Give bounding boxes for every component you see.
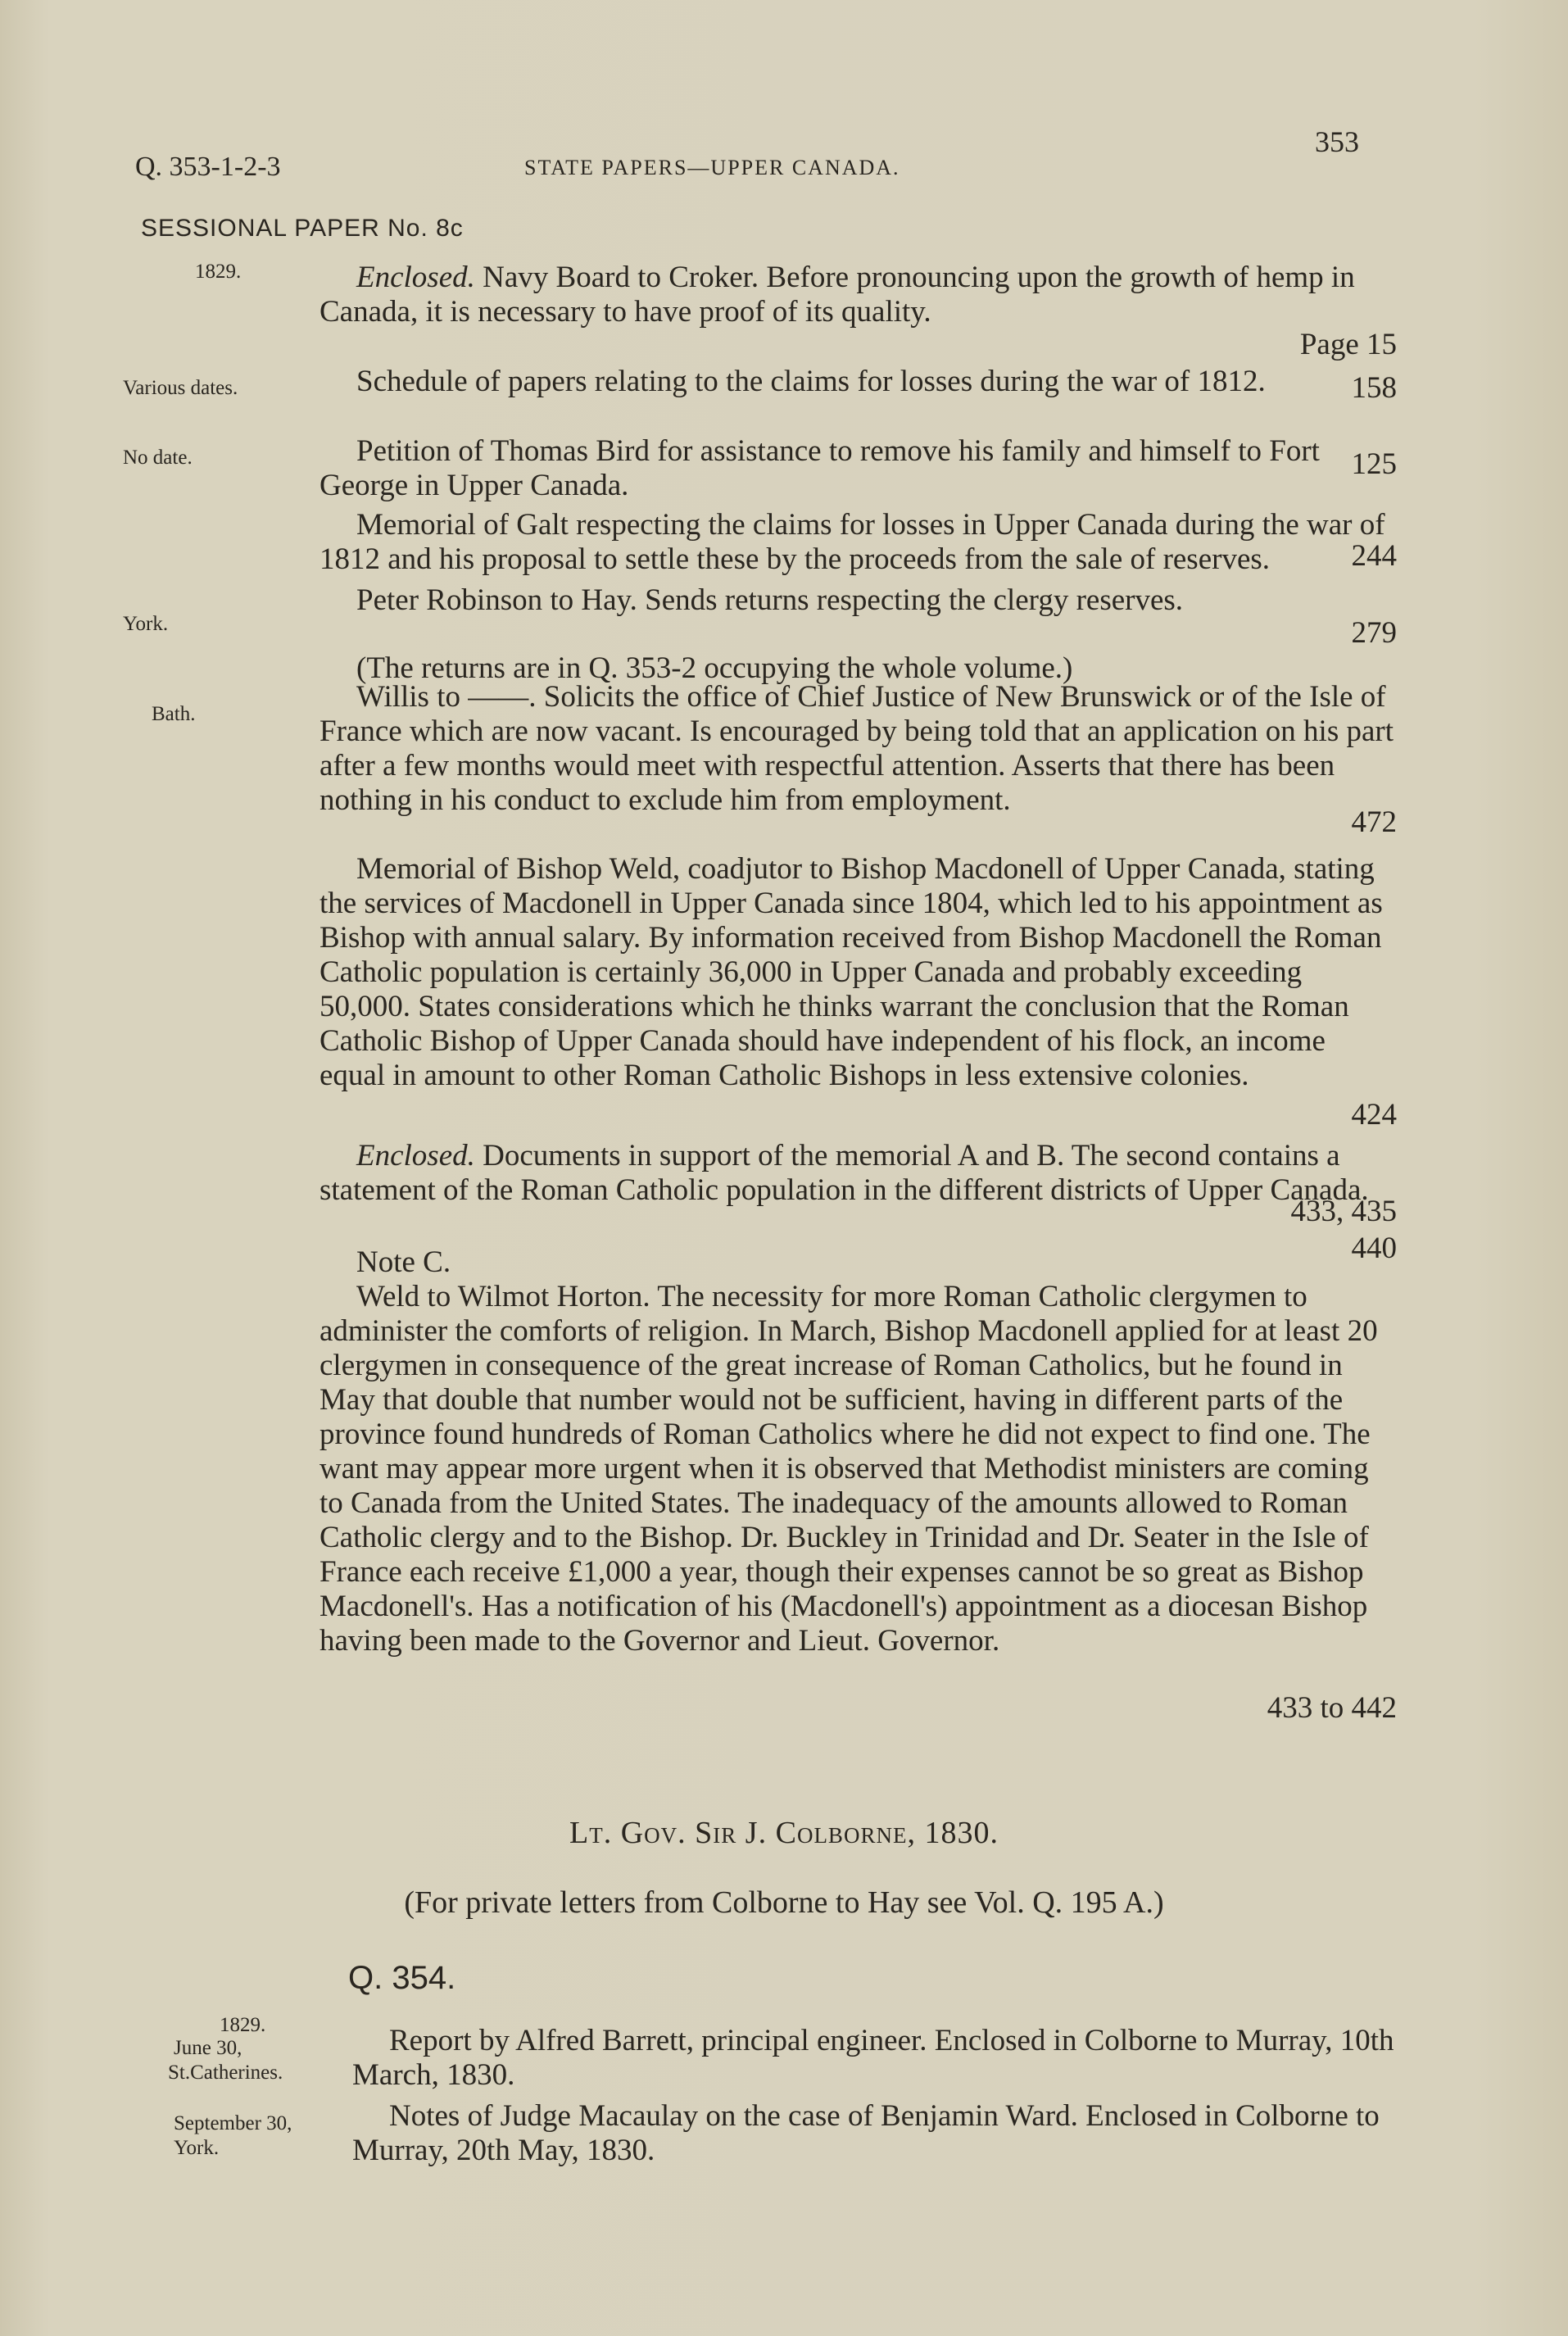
calendar-entry (319, 1280, 1397, 1658)
calendar-entry-page (319, 373, 1397, 404)
entry-text: Documents in support of the memorial A and B. The second contains a statement of the Roman Catholic population in the different districts of Upper Canada. (319, 1139, 1369, 1207)
entry-text: Willis to ——. Solicits the office of Chief Justice of New Brunswick or of the Isle of France which are now vacant. Is encouraged by being told that an application on his part after a few months would meet with respectful attention. Asserts that there has been nothing in his conduct to exclude him from employment. (319, 680, 1394, 817)
section-title (0, 1815, 1568, 1851)
margin-date: No date. (123, 447, 193, 469)
page-reference: 433 to 442 (1267, 1691, 1397, 1725)
page-reference: 244 (1351, 539, 1397, 573)
entry-text: Report by Alfred Barrett, principal engineer. Enclosed in Colborne to Murray, 10th March, 1830. (352, 2024, 1394, 2092)
entry-text: Memorial of Bishop Weld, coadjutor to Bishop Macdonell of Upper Canada, stating the services of Macdonell in Upper Canada since 1804, which led to his appointment as Bishop with annual salary. By information received from Bishop Macdonell the Roman Catholic population is certainly 36,000 in Upper Canada and probably exceeding 50,000. States considerations which he thinks warrant the conclusion that the Roman Catholic Bishop of Upper Canada should have independent of his flock, an income equal in amount to other Roman Catholic Bishops in less extensive colonies. (319, 852, 1383, 1092)
calendar-entry (352, 2099, 1405, 2168)
entry-lead: Enclosed. (356, 1139, 475, 1173)
entry-text: Notes of Judge Macaulay on the case of Benjamin Ward. Enclosed in Colborne to Murray, 20th May, 1830. (352, 2099, 1380, 2167)
page-reference: 472 (1351, 805, 1397, 839)
page-reference: 433, 435 (1290, 1195, 1397, 1228)
entry-text: (The returns are in Q. 353-2 occupying the whole volume.) (356, 651, 1073, 685)
entry-lead: Enclosed. (356, 261, 475, 294)
entry-text: Peter Robinson to Hay. Sends returns respecting the clergy reserves. (356, 583, 1184, 617)
archive-reference: Q. 353-1-2-3 (135, 152, 281, 182)
page-reference: Page 15 (1299, 328, 1397, 361)
margin-date: Bath. (152, 703, 196, 725)
calendar-entry (319, 583, 1397, 649)
page-reference: 158 (1351, 371, 1397, 405)
margin-date: 1829. (195, 261, 242, 283)
running-title: STATE PAPERS—UPPER CANADA. (524, 156, 900, 179)
entry-text: Memorial of Galt respecting the claims for losses in Upper Canada during the war of 1812 and his proposal to settle these by the proceeds from the sale of reserves. (319, 508, 1385, 576)
margin-date: September 30, (174, 2112, 292, 2134)
calendar-entry-page (319, 1196, 1397, 1227)
entry-text: Schedule of papers relating to the claims for losses during the war of 1812. (356, 365, 1266, 398)
section-title-text: Lt. Gov. Sir J. Colborne, (569, 1816, 916, 1850)
volume-heading: Q. 354. (348, 1960, 456, 1996)
calendar-entry (319, 852, 1397, 1093)
calendar-entry-page (319, 1233, 1397, 1264)
sessional-paper-label: SESSIONAL PAPER No. 8c (141, 215, 464, 242)
page-reference: 440 (1351, 1232, 1397, 1265)
calendar-entry-page (319, 541, 1397, 572)
entry-text: Note C. (356, 1245, 451, 1279)
margin-place: St.Catherines. (168, 2062, 283, 2084)
margin-year: 1829. (220, 2014, 266, 2036)
page-reference: 125 (1351, 447, 1397, 481)
page-reference: 424 (1351, 1098, 1397, 1132)
margin-date: York. (123, 613, 169, 635)
calendar-entry-page (319, 807, 1397, 838)
calendar-entry-page (319, 1100, 1397, 1131)
entry-text: Navy Board to Croker. Before pronouncing upon the growth of hemp in Canada, it is necessary to have proof of its quality. (319, 261, 1355, 329)
section-title-year: 1830. (924, 1816, 999, 1850)
entry-text: Weld to Wilmot Horton. The necessity for more Roman Catholic clergymen to administer the comforts of religion. In March, Bishop Macdonell applied for at least 20 clergymen in consequence of the great increase of Roman Catholics, but he found in May that double that number would not be sufficient, having in different parts of the province found hundreds of Roman Catholics where he did not expect to find one. The want may appear more urgent when it is observed that Methodist ministers are coming to Canada from the United States. The inadequacy of the amounts allowed to Roman Catholic clergy and to the Bishop. Dr. Buckley in Trinidad and Dr. Seater in the Isle of France each receive £1,000 a year, though their expenses cannot be so great as Bishop Macdonell's. Has a notification of his (Macdonell's) appointment as a diocesan Bishop having been made to the Governor and Lieut. Governor. (319, 1280, 1378, 1658)
section-note: (For private letters from Colborne to Hay see Vol. Q. 195 A.) (404, 1885, 1164, 1920)
calendar-entry-page (319, 1693, 1397, 1724)
page-reference: 279 (1351, 616, 1397, 650)
entry-text: Petition of Thomas Bird for assistance to remove his family and himself to Fort George in Upper Canada. (319, 434, 1320, 502)
calendar-entry (319, 261, 1397, 361)
page-number: 353 (1315, 125, 1359, 158)
calendar-entry-page (319, 449, 1397, 480)
calendar-entry (352, 2024, 1401, 2093)
margin-place: York. (174, 2137, 220, 2159)
margin-date: Various dates. (123, 377, 238, 399)
calendar-entry (319, 680, 1397, 818)
margin-date: June 30, (174, 2037, 242, 2059)
